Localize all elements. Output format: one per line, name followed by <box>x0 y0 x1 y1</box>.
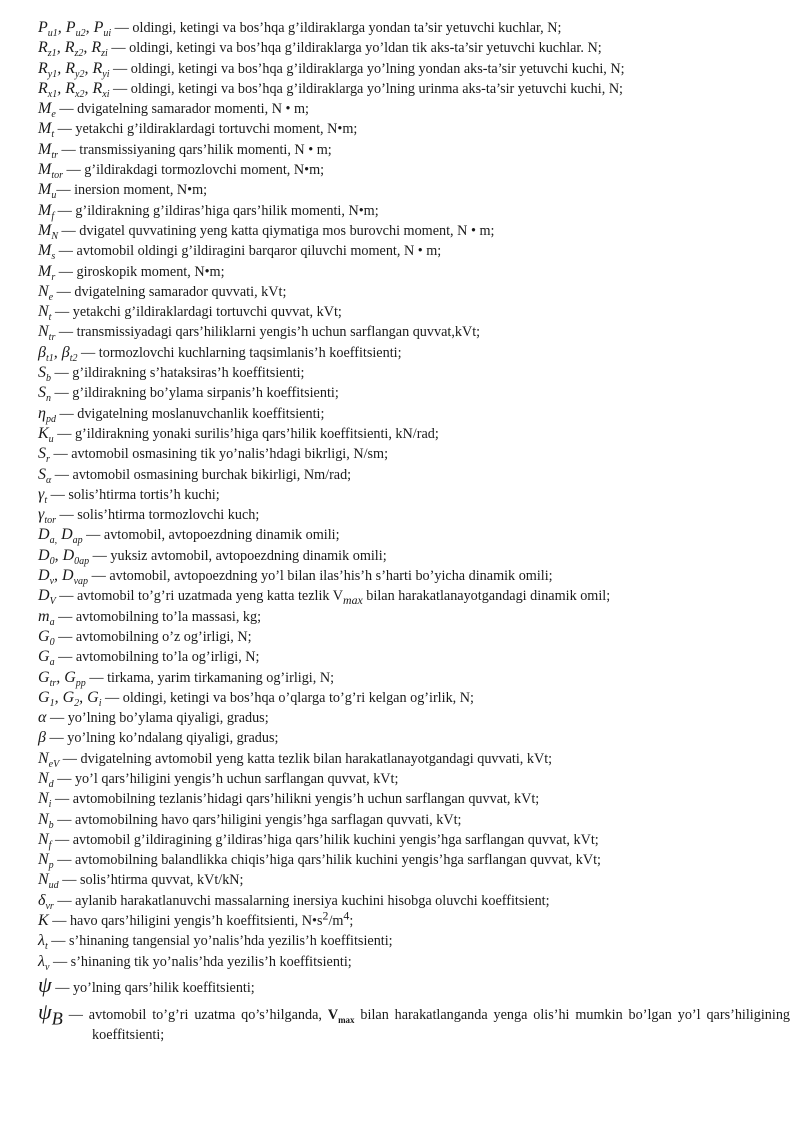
definition-text: — transmissiyaning qars’hilik momenti, N • m; <box>58 141 332 158</box>
symbol-subscript: p <box>48 860 54 872</box>
definition-text: — yetakchi g’ildiraklardagi tortuvchi quvvat, kVt; <box>51 304 342 321</box>
definition-text: — yo’l qars’hiligini yengis’h uchun sarflangan quvvat, kVt; <box>53 770 399 787</box>
definition-text: — avtomobilning balandlikka chiqis’higa qars’hilik kuchini yengis’hga sarflangan quvvat, kVt; <box>53 852 601 869</box>
symbol-subscript: u <box>51 190 57 202</box>
definition-text: — tirkama, yarim tirkamaning og’irligi, N; <box>85 669 335 686</box>
definition-line <box>38 119 790 139</box>
definition-line <box>38 998 791 1046</box>
symbol-subscript: a <box>49 657 55 669</box>
definition-text: — avtomobilning to’la massasi, kg; <box>54 608 262 625</box>
definition-text: — avtomobil to’g’ri uzatma qo’s’hilganda, <box>62 1006 328 1023</box>
definition-text: bilan harakatlanayotgandagi dinamik omil; <box>362 588 611 605</box>
symbol: $M_f$ <box>38 201 55 222</box>
definition-text: — yo’lning ko’ndalang qiyaligi, gradus; <box>45 730 279 747</box>
definition-line <box>38 241 790 261</box>
symbol-subscript: y1 <box>47 68 58 80</box>
definition-line <box>38 180 790 200</box>
symbol-subscript: z2 <box>74 48 84 60</box>
definition-line <box>38 160 790 180</box>
definition-line <box>38 404 790 424</box>
symbol: $N_f$ <box>38 830 52 852</box>
definition-text: — g’ildirakdagi tormozlovchi moment, N•m; <box>63 162 325 179</box>
definition-text: — dvigatelning samarador momenti, N • m; <box>55 101 309 118</box>
symbol-subscript: 0ap <box>74 555 90 567</box>
symbol-subscript: 0 <box>49 555 55 567</box>
definition-line <box>38 38 790 58</box>
definition-line <box>38 566 790 586</box>
definition-text: — solis’htirma quvvat, kVt/kN; <box>58 872 244 889</box>
definition-text: /m <box>328 913 344 930</box>
symbol: $M_N$ <box>38 221 58 243</box>
definition-text: — avtomobil g’ildiragining g’ildiras’higa qars’hilik kuchini yengis’hga sarflangan quvvat, kVt; <box>51 831 599 848</box>
symbol-subscript: tor <box>51 170 63 182</box>
symbol: $m_a$ <box>38 607 55 628</box>
bold-subscript: max <box>338 1014 355 1025</box>
definition-text: — havo qars’hiligini yengis’h koeffitsienti, N•s <box>48 913 323 930</box>
symbol-subscript: f <box>48 840 52 852</box>
definition-line <box>38 282 790 302</box>
symbol-subscript: a, <box>49 535 58 547</box>
symbol-subscript: z1 <box>47 48 57 60</box>
symbol: $N_{eV}$ <box>38 749 60 770</box>
symbol: $M_{tor}$ <box>38 161 63 182</box>
symbol-subscript: zi <box>101 48 108 60</box>
definition-text: — oldingi, ketingi va bos’hqa g’ildiraklarga yo’ldan tik aks-ta’sir yetuvchi kuchlar. N; <box>107 40 602 57</box>
definition-line <box>38 647 790 667</box>
definition-text: — g’ildirakning g’ildiras’higa qars’hilik momenti, N•m; <box>54 202 379 219</box>
symbol-subscript: v <box>44 961 50 973</box>
definition-line <box>38 708 790 728</box>
definition-text: — avtomobil osmasining tik yo’nalis’hdagi bikrligi, N/sm; <box>49 446 389 463</box>
symbol: K <box>38 912 49 930</box>
inline-superscript: 2 <box>322 908 329 923</box>
definition-line <box>38 383 790 403</box>
definition-text: — yo’lning qars’hilik koeffitsienti; <box>51 979 255 996</box>
symbol-subscript: e <box>48 292 54 304</box>
definition-text: — oldingi, ketingi va bos’hqa g’ildiraklarga yo’lning urinma aks-ta’sir yetuvchi kuchi, N; <box>109 80 624 97</box>
symbol-subscript: tr <box>49 677 57 689</box>
definition-text: — s’hinaning tangensial yo’nalis’hda yezilis’h koeffitsienti; <box>47 933 393 950</box>
definition-line <box>38 668 790 688</box>
symbol: $N_{tr}$ <box>38 323 56 344</box>
symbol-subscript: b <box>48 819 54 831</box>
definition-line <box>38 789 790 809</box>
symbol-subscript: t <box>51 129 55 141</box>
symbol: ψ <box>38 971 52 997</box>
definition-text: — solis’htirma tormozlovchi kuch; <box>55 507 260 524</box>
symbol-subscript: i <box>98 697 102 709</box>
symbol-subscript: ud <box>48 880 59 892</box>
definition-line <box>38 140 790 160</box>
symbol-subscript: i <box>48 799 52 811</box>
symbol-subscript: t1 <box>45 352 54 364</box>
definition-text: — oldingi, ketingi va bos’hqa g’ildiraklarga yondan ta’sir yetuvchi kuchlar, N; <box>111 20 562 36</box>
symbol: $\delta_{vr}$ <box>38 891 54 912</box>
symbol: $\gamma_t$ <box>38 485 48 507</box>
definition-line <box>38 302 790 322</box>
symbol: $D_0$, $D_{0ap}$ <box>38 546 90 567</box>
symbol-subscript: ap <box>72 535 83 547</box>
definition-line <box>38 627 790 647</box>
symbol: α <box>38 709 47 727</box>
symbol: $N_b$ <box>38 810 54 831</box>
symbol-subscript: y2 <box>75 68 85 80</box>
definition-text: — yo’lning bo’ylama qiyaligi, gradus; <box>46 710 269 727</box>
definition-line <box>38 586 790 606</box>
definition-line <box>38 769 790 789</box>
symbol-subscript: N <box>51 231 58 243</box>
symbol: $\lambda_v$ <box>38 952 50 973</box>
symbol-subscript: f <box>51 210 55 222</box>
symbol-subscript: t2 <box>69 352 78 364</box>
definition-line <box>38 18 790 38</box>
symbol: $N_e$ <box>38 282 54 304</box>
symbol: $D_v$, $D_{vap}$ <box>38 567 89 588</box>
symbol: $S_r$ <box>38 445 50 466</box>
symbol: $G_0$ <box>38 627 55 649</box>
symbol-subscript: tr <box>48 332 56 344</box>
definition-text: — avtomobilning to’la og’irligi, N; <box>54 649 260 666</box>
definition-line <box>38 607 790 627</box>
definition-line <box>38 891 790 911</box>
definition-text: bilan harakatlanganda yenga olis’hi mumkin bo’lgan yo’l qars’hiligining koeffitsienti; <box>92 1006 791 1044</box>
symbol: $R_{x1}$, $R_{x2}$, $R_{xi}$ <box>38 79 110 101</box>
symbol: $G_a$ <box>38 648 55 669</box>
symbol: $N_p$ <box>38 851 54 872</box>
definition-line <box>38 728 790 748</box>
symbol-subscript: B <box>51 1008 63 1029</box>
definition-text: — yuksiz avtomobil, avtopoezdning dinamik omili; <box>89 547 387 564</box>
symbol-subscript: u2 <box>75 28 86 40</box>
definition-text: — dvigatelning moslanuvchanlik koeffitsienti; <box>55 405 325 422</box>
definition-text: — oldingi, ketingi va bos’hqa o’qlarga to’g’ri kelgan og’irlik, N; <box>101 689 474 706</box>
definition-text: — avtomobil oldingi g’ildiragini barqaror qiluvchi moment, N • m; <box>55 243 442 260</box>
definition-text: — dvigatelning avtomobil yeng katta tezlik bilan harakatlanayotgandagi quvvati, kVt; <box>59 750 553 767</box>
symbol-subscript: t <box>44 495 48 507</box>
symbol: $\eta_{pd}$ <box>38 404 56 425</box>
symbol: $\beta_{t1}$, $\beta_{t2}$ <box>38 343 78 364</box>
symbol: $D_{a,}$ $D_{ap}$ <box>38 526 83 547</box>
definition-line <box>38 343 790 363</box>
definition-line <box>38 749 790 769</box>
symbol: $M_t$ <box>38 120 55 141</box>
definition-text: — avtomobil to’g’ri uzatmada yeng katta tezlik V <box>55 588 344 605</box>
symbol-subscript: xi <box>102 89 110 101</box>
definition-text: — yetakchi g’ildiraklardagi tortuvchi moment, N•m; <box>54 121 358 138</box>
symbol-subscript: yi <box>102 68 110 80</box>
definition-line <box>38 505 790 525</box>
symbol: $S_b$ <box>38 364 51 385</box>
definition-line <box>38 870 790 890</box>
definition-text: — s’hinaning tik yo’nalis’hda yezilis’h koeffitsienti; <box>49 953 352 970</box>
definition-line <box>38 850 790 870</box>
symbol-subscript: ui <box>103 28 112 40</box>
symbol-subscript: t <box>48 312 52 324</box>
symbol: $R_{y1}$, $R_{y2}$, $R_{yi}$ <box>38 59 110 80</box>
definition-line <box>38 201 790 221</box>
definition-text: — tormozlovchi kuchlarning taqsimlanis’h koeffitsienti; <box>77 344 402 361</box>
definition-text: — g’ildirakning bo’ylama sirpanis’h koeffitsienti; <box>51 385 339 402</box>
definition-line <box>38 972 790 998</box>
symbol-subscript: tr <box>51 149 58 161</box>
symbol-subscript: 2 <box>74 697 80 709</box>
symbol-subscript: α <box>46 474 52 486</box>
symbol: $M_e$ <box>38 100 56 121</box>
symbol: β <box>38 729 46 747</box>
definition-line <box>38 221 790 241</box>
symbol: $M_s$ <box>38 242 56 263</box>
definition-line <box>38 262 790 282</box>
symbol: $R_{z1}$, $R_{z2}$, $R_{zi}$ <box>38 39 108 60</box>
symbol: $D_V$ <box>38 587 56 608</box>
definition-line <box>38 79 790 99</box>
symbol: $N_i$ <box>38 790 52 811</box>
definition-line <box>38 363 790 383</box>
definition-text: — avtomobil osmasining burchak bikirligi, Nm/rad; <box>51 466 352 483</box>
symbol: $S_\alpha$ <box>38 465 52 486</box>
definition-text: — dvigatel quvvatining yeng katta qiymatiga mos burovchi moment, N • m; <box>58 222 495 239</box>
definition-line <box>38 688 790 708</box>
symbol: $\lambda_t$ <box>38 932 48 953</box>
symbol-subscript: pd <box>45 413 56 425</box>
definition-line <box>38 546 790 566</box>
symbol: $M_r$ <box>38 262 56 283</box>
symbol: $N_t$ <box>38 303 52 324</box>
symbol: $G_1$, $G_2$, $G_i$ <box>38 688 102 709</box>
symbol-subscript: v <box>49 576 55 588</box>
definition-text: — g’ildirakning s’hataksiras’h koeffitsienti; <box>51 365 305 382</box>
symbol-subscript: b <box>46 373 51 385</box>
definition-line <box>38 444 790 464</box>
symbol-subscript: u1 <box>47 28 58 40</box>
definition-line <box>38 830 790 850</box>
definition-text: — transmissiyadagi qars’hiliklarni yengis’h uchun sarflangan quvvat,kVt; <box>55 324 481 341</box>
symbol-subscript: n <box>46 393 51 405</box>
symbol: $M_u$ <box>38 181 57 202</box>
definition-text: — avtomobilning o’z og’irligi, N; <box>54 628 252 645</box>
definition-line <box>38 525 790 545</box>
symbol-subscript: V <box>49 596 56 608</box>
definition-text: — avtomobilning havo qars’hiligini yengis’hga sarflagan quvvati, kVt; <box>53 811 462 828</box>
symbol-subscript: s <box>51 251 56 263</box>
symbol: $N_{ud}$ <box>38 871 59 892</box>
symbol-subscript: 0 <box>49 637 55 649</box>
definition-line <box>38 952 790 972</box>
symbol-subscript: u <box>48 434 54 446</box>
definition-text: — g’ildirakning yonaki surilis’higa qars’hilik koeffitsienti, kN/rad; <box>53 425 439 442</box>
symbol-subscript: a <box>49 616 55 628</box>
symbol-subscript: d <box>48 779 54 791</box>
symbol-subscript: vap <box>73 576 89 588</box>
definition-line <box>38 322 790 342</box>
definition-text: — avtomobilning tezlanis’hidagi qars’hilikni yengis’h uchun sarflangan quvvat, kVt; <box>51 791 540 808</box>
symbol-subscript: x1 <box>47 89 58 101</box>
definition-text: ; <box>349 913 354 930</box>
definition-line <box>38 99 790 119</box>
definition-text: — avtomobil, avtopoezdning yo’l bilan ilas’his’h s’harti bo’yicha dinamik omili; <box>88 568 553 585</box>
symbol-subscript: tor <box>44 515 56 527</box>
definition-line <box>38 59 790 79</box>
definition-text: — solis’htirma tortis’h kuchi; <box>47 486 220 503</box>
symbol-list <box>38 18 790 1046</box>
symbol: $P_{u1}$, $P_{u2}$, $P_{ui}$ <box>38 19 112 40</box>
symbol: $\gamma_{tor}$ <box>38 506 56 527</box>
inline-superscript: 4 <box>343 908 350 923</box>
definition-text: — giroskopik moment, N•m; <box>55 263 225 280</box>
bold-symbol: V <box>327 1006 339 1023</box>
definition-line <box>38 810 790 830</box>
symbol-subscript: 1 <box>49 697 55 709</box>
definition-line <box>38 485 790 505</box>
definition-line <box>38 465 790 485</box>
symbol: $G_{tr}$, $G_{pp}$ <box>38 668 86 689</box>
definition-line <box>38 931 790 951</box>
definition-line <box>38 424 790 444</box>
definition-text: — dvigatelning samarador quvvati, kVt; <box>53 283 287 300</box>
definition-text: — oldingi, ketingi va bos’hqa g’ildiraklarga yo’lning yondan aks-ta’sir yetuvchi kuchi, N; <box>109 60 625 77</box>
definition-text: — avtomobil, avtopoezdning dinamik omili; <box>82 527 340 544</box>
symbol-subscript: r <box>46 454 50 466</box>
inline-subscript: max <box>343 593 363 608</box>
symbol-subscript: r <box>51 271 56 283</box>
symbol: $K_u$ <box>38 424 54 446</box>
symbol: $\psi_B$ <box>38 998 63 1029</box>
symbol: $M_{tr}$ <box>38 140 58 161</box>
symbol-subscript: t <box>44 941 48 953</box>
definition-line <box>38 908 790 931</box>
definition-text: — aylanib harakatlanuvchi massalarning inersiya kuchini hisobga oluvchi koeffitsient; <box>53 892 550 909</box>
definition-text: — inersion moment, N•m; <box>56 182 208 199</box>
symbol: $S_n$ <box>38 384 51 405</box>
symbol-subscript: x2 <box>75 89 85 101</box>
symbol-subscript: eV <box>48 758 60 770</box>
symbol-subscript: vr <box>45 900 54 912</box>
symbol-subscript: e <box>51 109 56 121</box>
symbol-subscript: pp <box>75 677 86 689</box>
symbol: $N_d$ <box>38 769 54 791</box>
